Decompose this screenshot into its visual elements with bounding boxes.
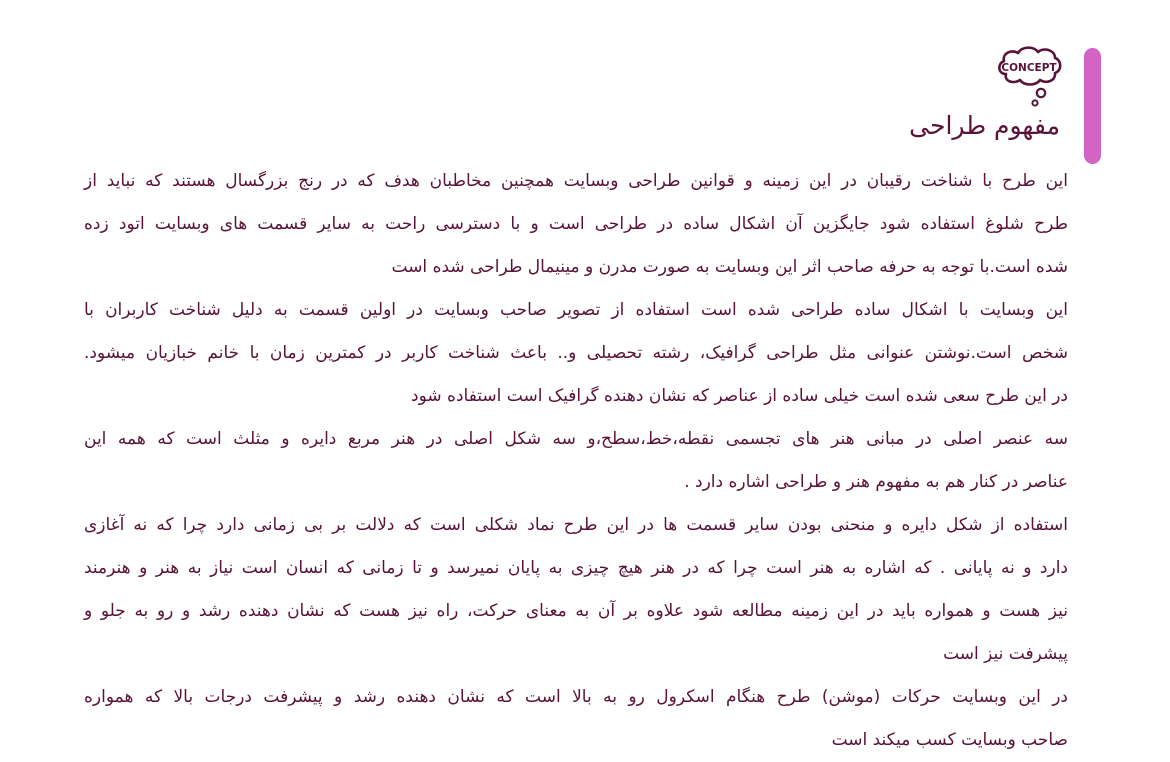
paragraph-line: سه عنصر اصلی در مبانی هنر های تجسمی نقطه،خط،سطح،و سه شکل اصلی در هنر مربع دایره و مثلث است که همه این <box>84 429 1068 449</box>
paragraph-line: در این طرح سعی شده است خیلی ساده از عناصر که نشان دهنده گرافیک است استفاده شود <box>411 386 1068 406</box>
paragraph-line: نیز هست و همواره باید در این زمینه مطالعه شود علاوه بر آن به معنای حرکت، راه نیز هست که نشان دهنده رشد و رو به جلو و <box>84 601 1068 621</box>
paragraph-line: شخص است.نوشتن عنوانی مثل طراحی گرافیک، رشته تحصیلی و.. باعث شناخت کاربر در کمترین زمان با خانم خبازیان میشود. <box>84 343 1068 363</box>
paragraph-line: شده است.با توجه به حرفه صاحب اثر این وبسایت به صورت مدرن و مینیمال طراحی شده است <box>391 257 1068 277</box>
paragraph-line: دارد و نه پایانی . که اشاره به هنر است چرا که در هنر هیچ چیزی به پایان نمیرسد و تا زمانی که انسان است نیاز به هنر و هنرمند <box>84 558 1068 578</box>
paragraph-line: در این وبسایت حرکات (موشن) طرح هنگام اسکرول رو به بالا است که نشان دهنده رشد و پیشرفت درجات بالا که همواره <box>84 687 1068 707</box>
paragraph-line: عناصر در کنار هم به مفهوم هنر و طراحی اشاره دارد . <box>684 472 1068 492</box>
paragraph-line: این طرح با شناخت رقیبان در این زمینه و قوانین طراحی وبسایت همچنین مخاطبان هدف که در رنج بزرگسال هستند که نباید از <box>84 171 1068 191</box>
paragraph-line: این وبسایت با اشکال ساده طراحی شده است استفاده از تصویر صاحب وبسایت در اولین قسمت به دلیل شناخت کاربران با <box>84 300 1068 320</box>
paragraph-line: طرح شلوغ استفاده شود جایگزین آن اشکال ساده در طراحی است و با دسترسی راحت به سایر قسمت های وبسایت اتود زده <box>84 214 1068 234</box>
concept-thought-bubble-icon <box>992 44 1066 110</box>
concept-icon-label: CONCEPT <box>1001 62 1057 74</box>
page-title: مفهوم طراحی <box>909 111 1060 140</box>
paragraph-line: پیشرفت نیز است <box>943 644 1068 664</box>
paragraph-line: استفاده از شکل دایره و منحنی بودن سایر قسمت ها در این طرح نماد شکلی است که دلالت بر بی زمانی دارد چرا که نه آغازی <box>84 515 1068 535</box>
concept-description <box>84 160 1068 762</box>
paragraph-line: صاحب وبسایت کسب میکند است <box>831 730 1068 750</box>
accent-bar <box>1084 48 1101 164</box>
